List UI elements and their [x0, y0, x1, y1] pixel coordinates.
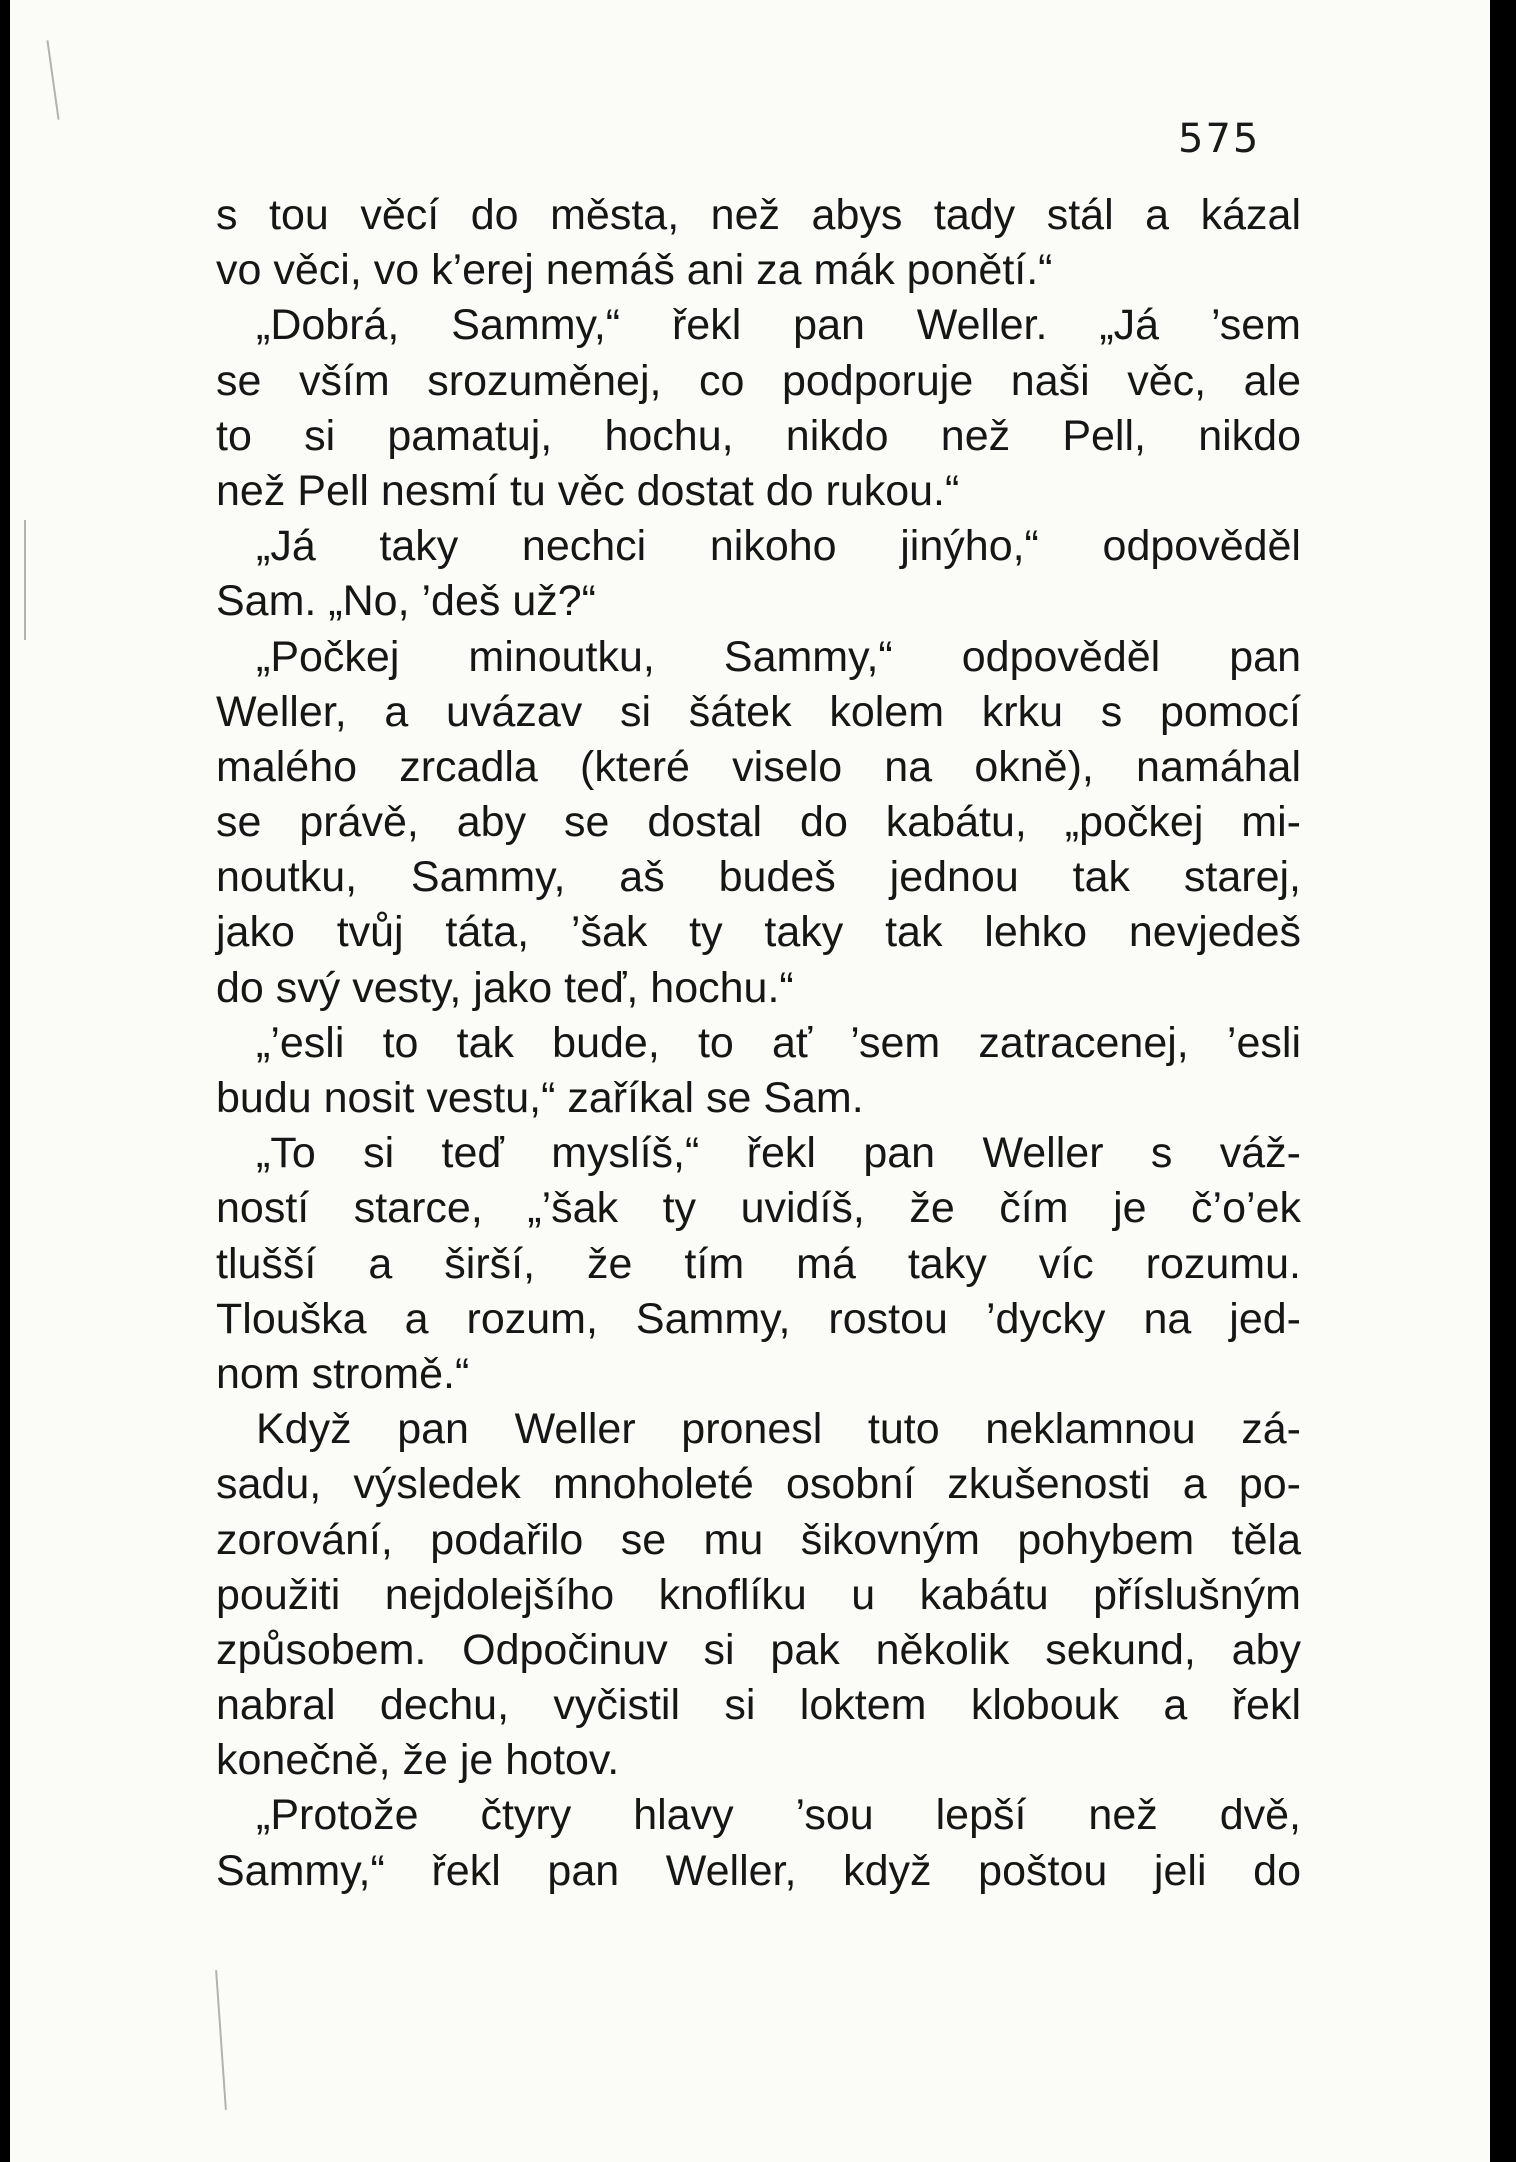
- text-line: nom stromě.“: [216, 1349, 470, 1398]
- text-line: budu nosit vestu,“ zaříkal se Sam.: [216, 1074, 864, 1122]
- text-line: „Protože čtyry hlavy ’sou lepší než dvě,: [256, 1791, 1301, 1840]
- text-line: než Pell nesmí tu věc dostat do rukou.“: [216, 466, 960, 515]
- text-line: jako tvůj táta, ’šak ty taky tak lehko nevjedeš: [216, 908, 1301, 957]
- text-line: Když pan Weller pronesl tuto neklamnou zá-: [256, 1405, 1301, 1454]
- text-line: s tou věcí do města, než abys tady stál a kázal: [216, 191, 1301, 239]
- body-text: [216, 188, 1301, 1899]
- text-line: noutku, Sammy, aš budeš jednou tak starej,: [216, 853, 1301, 902]
- scan-mark-left: [24, 520, 26, 640]
- text-line: konečně, že je hotov.: [216, 1736, 620, 1785]
- text-line: „Dobrá, Sammy,“ řekl pan Weller. „Já ’sem: [256, 301, 1301, 350]
- text-line: Sammy,“ řekl pan Weller, když poštou jeli do: [216, 1846, 1301, 1895]
- page-number: 575: [1178, 116, 1261, 162]
- scan-mark-top-left: [46, 40, 59, 119]
- text-line: způsobem. Odpočinuv si pak několik sekund, aby: [216, 1625, 1301, 1674]
- scan-mark-bottom-left: [215, 1970, 227, 2110]
- text-line: použiti nejdolejšího knoflíku u kabátu příslušným: [216, 1570, 1301, 1619]
- text-line: zorování, podařilo se mu šikovným pohybem těla: [216, 1515, 1301, 1564]
- text-line: ností starce, „’šak ty uvidíš, že čím je č’o’ek: [216, 1184, 1301, 1233]
- text-line: „To si teď myslíš,“ řekl pan Weller s váž-: [256, 1129, 1301, 1178]
- text-line: malého zrcadla (které viselo na okně), namáhal: [216, 742, 1301, 791]
- text-line: „’esli to tak bude, to ať ’sem zatracenej, ’esli: [256, 1018, 1301, 1067]
- text-line: „Počkej minoutku, Sammy,“ odpověděl pan: [256, 632, 1301, 681]
- text-line: se právě, aby se dostal do kabátu, „počkej mi-: [216, 798, 1301, 847]
- text-line: Sam. „No, ’deš už?“: [216, 577, 596, 626]
- text-line: nabral dechu, vyčistil si loktem klobouk a řekl: [216, 1681, 1301, 1730]
- text-line: se vším srozuměnej, co podporuje naši věc, ale: [216, 356, 1301, 405]
- text-line: to si pamatuj, hochu, nikdo než Pell, nikdo: [216, 411, 1301, 460]
- text-line: tlušší a širší, že tím má taky víc rozumu.: [216, 1239, 1301, 1288]
- text-line: vo věci, vo k’erej nemáš ani za mák ponětí.“: [216, 246, 1053, 295]
- book-page: [10, 0, 1490, 2162]
- text-line: „Já taky nechci nikoho jinýho,“ odpověděl: [256, 522, 1301, 571]
- text-line: sadu, výsledek mnoholeté osobní zkušenosti a po-: [216, 1460, 1301, 1509]
- text-line: do svý vesty, jako teď, hochu.“: [216, 963, 794, 1012]
- text-line: Tlouška a rozum, Sammy, rostou ’dycky na jed-: [216, 1294, 1301, 1343]
- text-line: Weller, a uvázav si šátek kolem krku s pomocí: [216, 687, 1301, 736]
